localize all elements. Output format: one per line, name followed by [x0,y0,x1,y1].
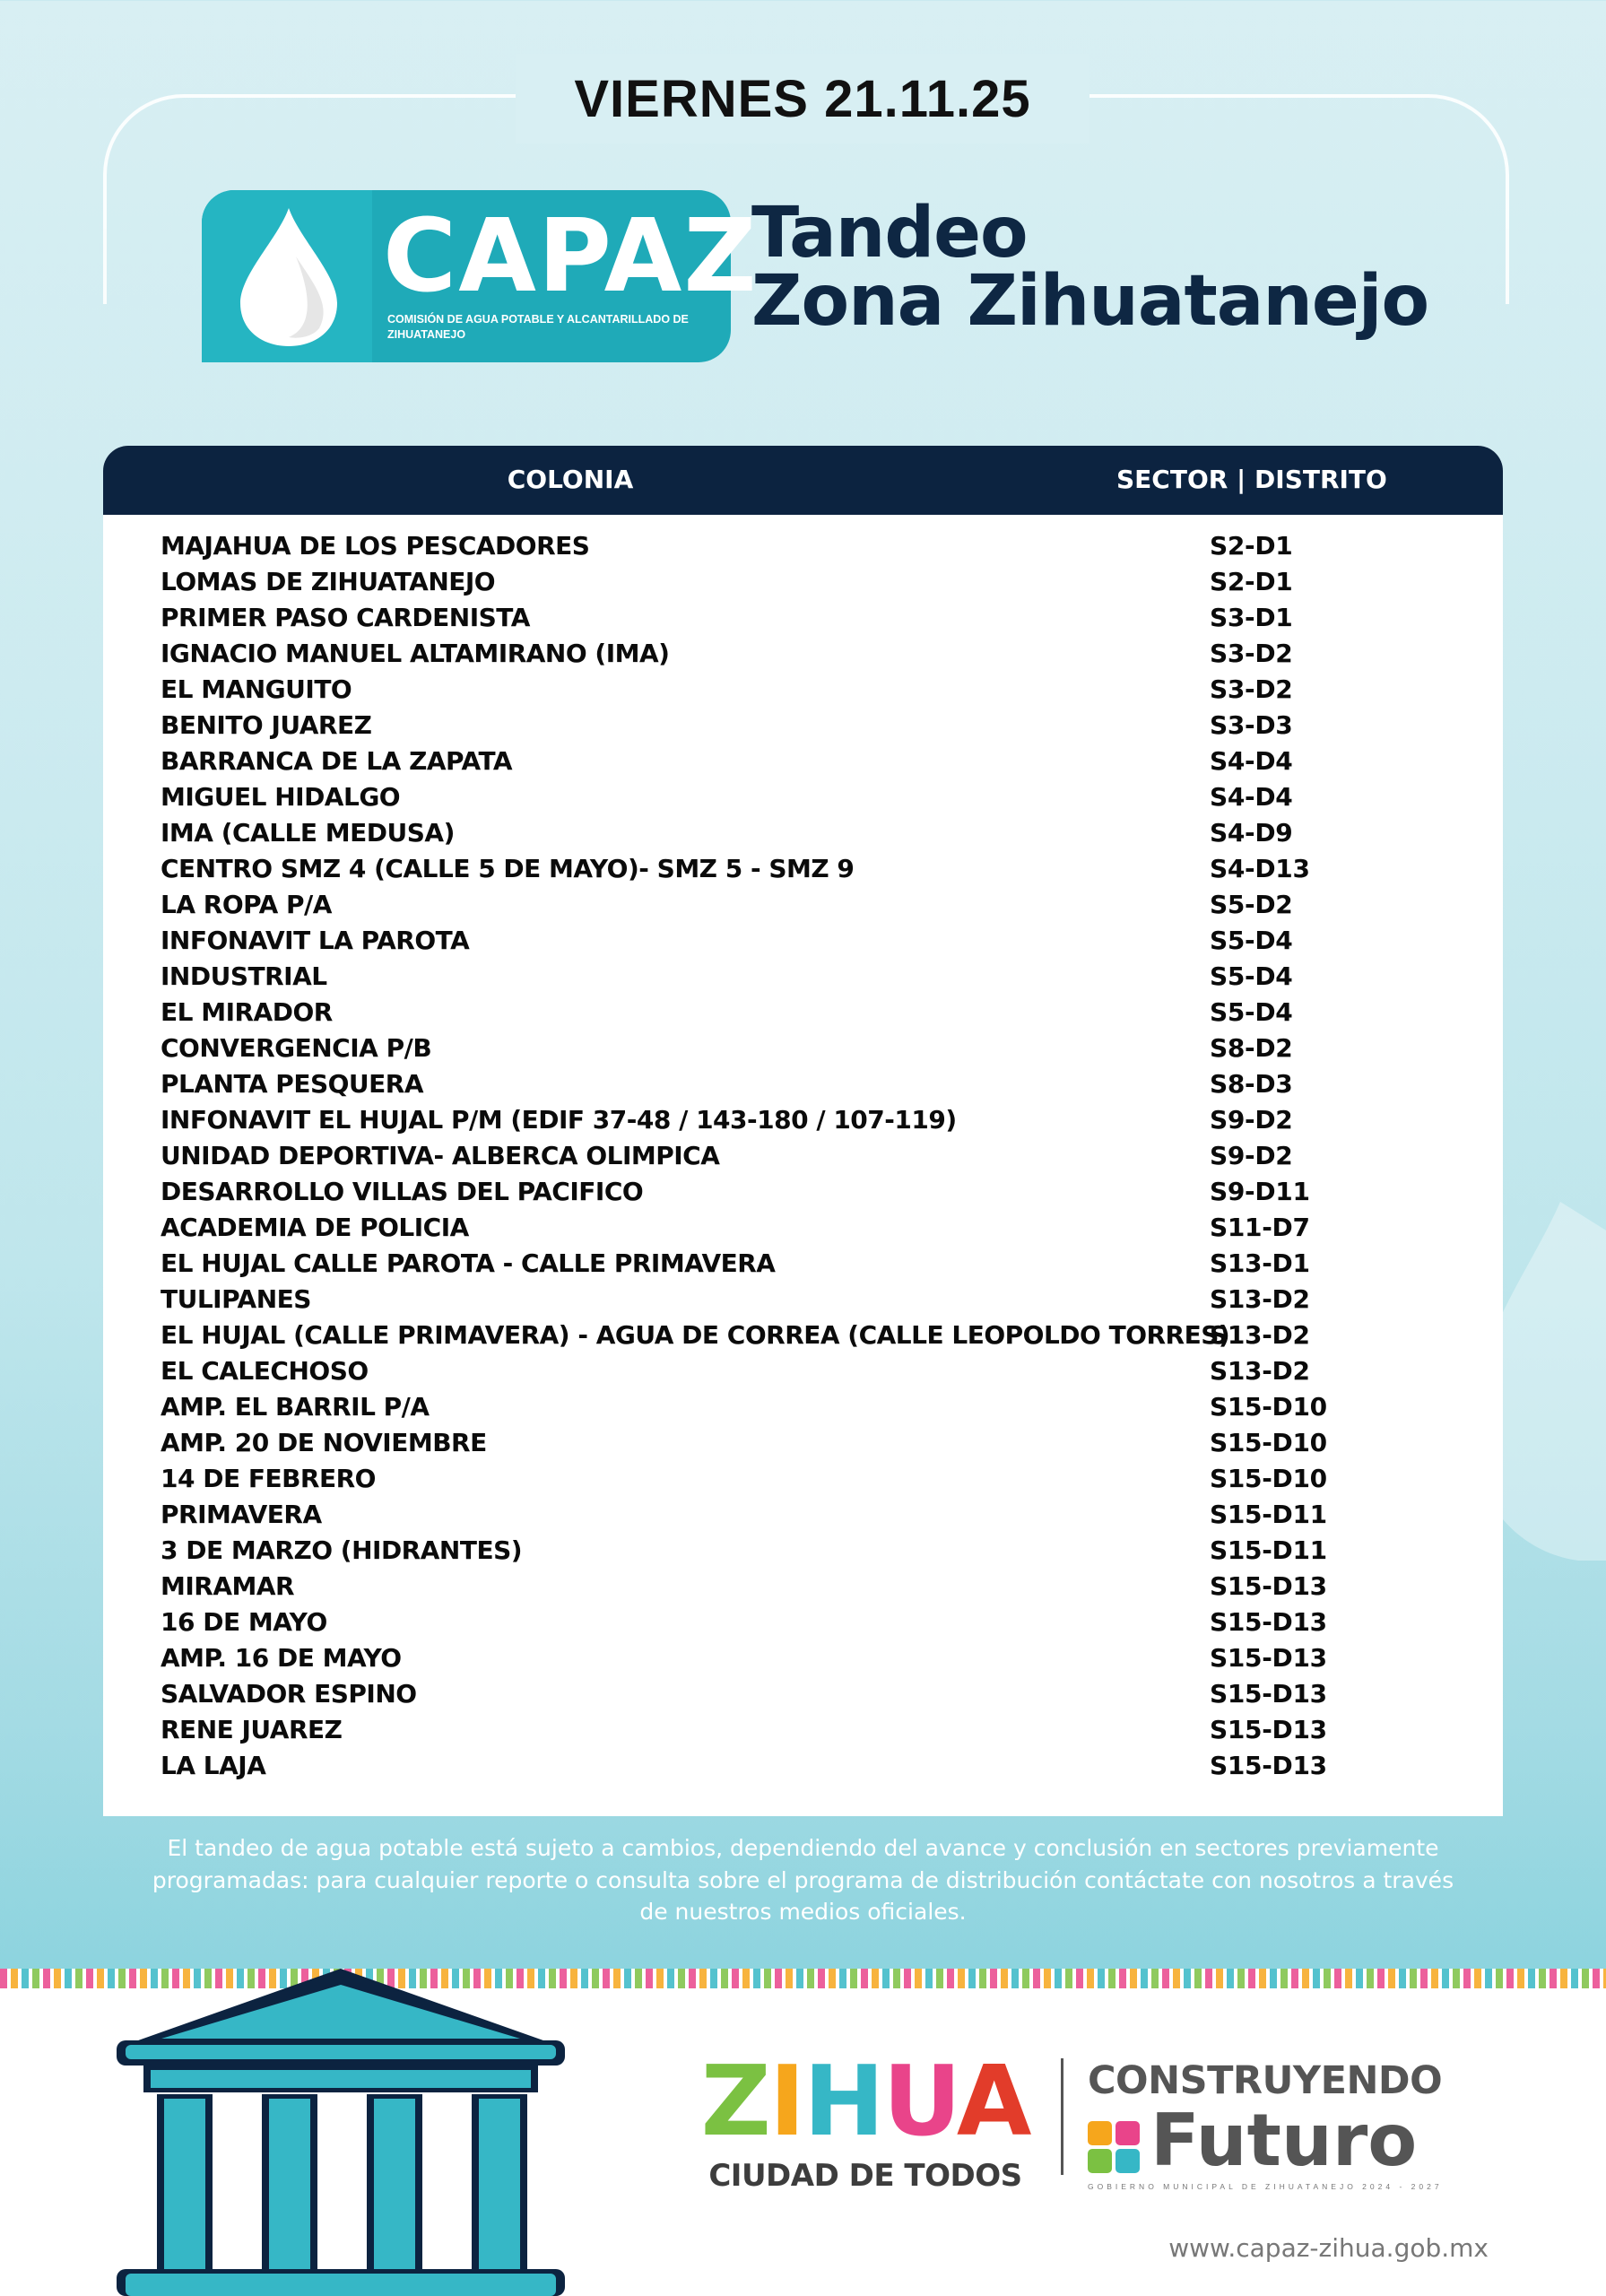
table-row [103,1639,1503,1675]
table-row [103,1065,1503,1101]
cf-line-3: GOBIERNO MUNICIPAL DE ZIHUATANEJO 2024 - 2027 [1088,2182,1443,2191]
sector-cell: S5-D2 [1210,890,1293,919]
table-row [103,1209,1503,1245]
colonia-cell: BENITO JUAREZ [161,710,372,740]
colonia-cell: MAJAHUA DE LOS PESCADORES [161,531,590,561]
colonia-cell: IMA (CALLE MEDUSA) [161,818,455,848]
sector-cell: S15-D10 [1210,1428,1327,1457]
table-row [103,994,1503,1030]
colonia-cell: TULIPANES [161,1284,311,1314]
colonia-cell: ACADEMIA DE POLICIA [161,1213,469,1242]
table-row [103,743,1503,778]
zihua-tagline: CIUDAD DE TODOS [708,2158,1022,2194]
colonia-cell: LA ROPA P/A [161,890,332,919]
colonia-cell: INFONAVIT EL HUJAL P/M (EDIF 37-48 / 143-180 / 107-119) [161,1105,957,1135]
sector-cell: S3-D2 [1210,674,1293,704]
colonia-cell: SALVADOR ESPINO [161,1679,417,1709]
table-row [103,778,1503,814]
colonia-cell: BARRANCA DE LA ZAPATA [161,746,513,776]
colonia-cell: DESARROLLO VILLAS DEL PACIFICO [161,1177,644,1206]
sector-cell: S15-D13 [1210,1571,1327,1601]
sector-cell: S13-D2 [1210,1284,1310,1314]
zihua-wordmark [690,2046,1040,2158]
table-row [103,1317,1503,1352]
construyendo-futuro-logo [1088,2058,1500,2191]
zihua-logo [690,2046,1040,2194]
sector-cell: S9-D11 [1210,1177,1310,1206]
sector-cell: S4-D4 [1210,746,1293,776]
sector-cell: S4-D9 [1210,818,1293,848]
table-row [103,1604,1503,1639]
colonia-cell: MIGUEL HIDALGO [161,782,401,812]
table-row [103,814,1503,850]
colonia-cell: CENTRO SMZ 4 (CALLE 5 DE MAYO)- SMZ 5 - SMZ 9 [161,854,855,883]
zihua-letter: A [956,2046,1030,2158]
capaz-logo [202,190,759,362]
table-row [103,563,1503,599]
water-drop-icon [233,203,345,351]
table-row [103,1245,1503,1281]
sector-cell: S15-D11 [1210,1535,1327,1565]
date-banner [516,54,1089,144]
zihua-letter: U [882,2046,957,2158]
sector-cell: S15-D13 [1210,1607,1327,1637]
sector-cell: S3-D1 [1210,603,1293,632]
table-row [103,1030,1503,1065]
colonia-cell: AMP. EL BARRIL P/A [161,1392,430,1422]
table-row [103,635,1503,671]
table-row [103,1747,1503,1783]
table-row [103,599,1503,635]
column-header-colonia: COLONIA [507,465,634,494]
sector-cell: S8-D3 [1210,1069,1293,1099]
colonia-cell: LA LAJA [161,1751,266,1780]
table-row [103,1173,1503,1209]
disclaimer-note: El tandeo de agua potable está sujeto a cambios, dependiendo del avance y conclusión en sectores previamente programadas: para cualquier reporte o consulta sobre el programa de distribución contáctate con nosotros a través de nuestros medios oficiales. [152,1835,1454,1925]
sector-cell: S3-D2 [1210,639,1293,668]
table-row [103,1675,1503,1711]
table-row [103,850,1503,886]
sector-cell: S5-D4 [1210,997,1293,1027]
sector-cell: S2-D1 [1210,531,1293,561]
sector-cell: S15-D10 [1210,1392,1327,1422]
colonia-cell: 14 DE FEBRERO [161,1464,376,1493]
table-row [103,922,1503,958]
table-row [103,1352,1503,1388]
table-row [103,886,1503,922]
sector-cell: S8-D2 [1210,1033,1293,1063]
title-line-1: Tandeo [751,193,1028,274]
table-body [103,527,1503,1783]
sector-cell: S5-D4 [1210,961,1293,991]
sector-cell: S15-D13 [1210,1643,1327,1673]
table-row [103,1101,1503,1137]
table-row [103,1281,1503,1317]
sector-cell: S2-D1 [1210,567,1293,596]
colonia-cell: AMP. 16 DE MAYO [161,1643,402,1673]
colonia-cell: EL MIRADOR [161,997,333,1027]
table-row [103,1532,1503,1568]
table-header [103,446,1503,515]
colonia-cell: 3 DE MARZO (HIDRANTES) [161,1535,523,1565]
colonia-cell: EL MANGUITO [161,674,352,704]
sector-cell: S3-D3 [1210,710,1293,740]
colonia-cell: AMP. 20 DE NOVIEMBRE [161,1428,487,1457]
zihua-letter: H [803,2046,883,2158]
government-building-icon [108,1960,574,2296]
table-row [103,1460,1503,1496]
colonia-cell: PLANTA PESQUERA [161,1069,424,1099]
table-row [103,958,1503,994]
table-row [103,1568,1503,1604]
sector-cell: S15-D13 [1210,1679,1327,1709]
sector-cell: S15-D11 [1210,1500,1327,1529]
colonia-cell: CONVERGENCIA P/B [161,1033,432,1063]
colonia-cell: UNIDAD DEPORTIVA- ALBERCA OLIMPICA [161,1141,720,1170]
table-row [103,1137,1503,1173]
sector-cell: S15-D13 [1210,1751,1327,1780]
sector-cell: S15-D10 [1210,1464,1327,1493]
sector-cell: S5-D4 [1210,926,1293,955]
logo-name: CAPAZ [383,198,759,315]
table-row [103,1388,1503,1424]
sector-cell: S13-D2 [1210,1320,1310,1350]
zihua-letter: I [768,2046,804,2158]
logo-divider [1061,2058,1063,2175]
cf-line-2: Futuro [1150,2099,1418,2182]
colonia-cell: IGNACIO MANUEL ALTAMIRANO (IMA) [161,639,670,668]
colonia-cell: RENE JUAREZ [161,1715,343,1744]
color-squares-icon [1088,2121,1142,2175]
table-row [103,1424,1503,1460]
colonia-cell: PRIMAVERA [161,1500,322,1529]
zihua-letter: Z [700,2046,769,2158]
title-line-2: Zona Zihuatanejo [751,261,1429,343]
colonia-cell: INDUSTRIAL [161,961,327,991]
sector-cell: S11-D7 [1210,1213,1310,1242]
page-title [751,193,1429,343]
schedule-date: VIERNES 21.11.25 [574,69,1031,128]
colonia-cell: EL HUJAL CALLE PAROTA - CALLE PRIMAVERA [161,1248,776,1278]
colonia-cell: EL HUJAL (CALLE PRIMAVERA) - AGUA DE CORREA (CALLE LEOPOLDO TORRES) [161,1320,1230,1350]
table-row [103,671,1503,707]
sector-cell: S13-D2 [1210,1356,1310,1386]
schedule-table [103,446,1503,1816]
sector-cell: S4-D4 [1210,782,1293,812]
logo-subtitle: COMISIÓN DE AGUA POTABLE Y ALCANTARILLADO DE ZIHUATANEJO [387,313,689,341]
cf-line-1: CONSTRUYENDO [1088,2058,1443,2103]
colonia-cell: MIRAMAR [161,1571,295,1601]
sector-cell: S9-D2 [1210,1141,1293,1170]
sector-cell: S13-D1 [1210,1248,1310,1278]
colonia-cell: INFONAVIT LA PAROTA [161,926,470,955]
table-row [103,527,1503,563]
table-row [103,1496,1503,1532]
website-link[interactable]: www.capaz-zihua.gob.mx [1168,2233,1489,2263]
colonia-cell: LOMAS DE ZIHUATANEJO [161,567,496,596]
colonia-cell: 16 DE MAYO [161,1607,327,1637]
column-header-sector: SECTOR | DISTRITO [1116,465,1387,494]
table-row [103,1711,1503,1747]
sector-cell: S9-D2 [1210,1105,1293,1135]
colonia-cell: EL CALECHOSO [161,1356,369,1386]
sector-cell: S15-D13 [1210,1715,1327,1744]
sector-cell: S4-D13 [1210,854,1310,883]
colonia-cell: PRIMER PASO CARDENISTA [161,603,530,632]
table-row [103,707,1503,743]
